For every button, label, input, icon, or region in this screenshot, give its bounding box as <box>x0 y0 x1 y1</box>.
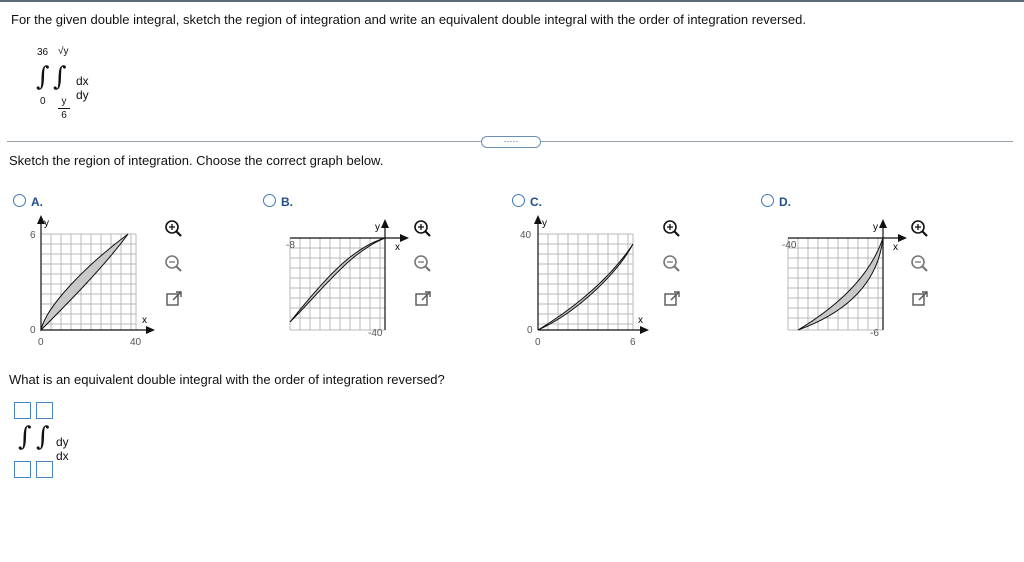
option-b-tick-y-bottom: -40 <box>368 328 383 339</box>
option-d-grid <box>788 238 883 330</box>
outer-lower-limit-input[interactable] <box>14 461 31 478</box>
option-b-open-icon[interactable] <box>413 289 433 309</box>
option-c-region <box>538 244 633 330</box>
option-a-tick-x-left: 0 <box>38 337 44 348</box>
option-c-tick-x-right: 6 <box>630 337 636 348</box>
option-d-tick-y-bottom: -6 <box>870 328 879 339</box>
more-button[interactable]: ····· <box>481 136 541 148</box>
option-a-radio[interactable] <box>13 194 26 207</box>
option-d-zoom-out-icon[interactable] <box>910 254 930 274</box>
option-c-tick-y-top: 40 <box>520 230 532 241</box>
outer-upper-limit: 36 <box>37 47 49 58</box>
option-a-tick-y-top: 6 <box>30 230 36 241</box>
inner-integral-sign: ∫ <box>53 62 67 92</box>
option-c-grid <box>538 234 633 330</box>
option-b-tick-x-left: -8 <box>286 240 295 251</box>
option-b-grid <box>290 238 385 330</box>
outer-lower-limit: 0 <box>40 96 46 107</box>
top-border <box>0 0 1024 2</box>
option-a-open-icon[interactable] <box>164 289 184 309</box>
option-d-radio[interactable] <box>761 194 774 207</box>
answer-outer-integral-sign: ∫ <box>18 422 32 452</box>
option-a-graph <box>24 212 160 350</box>
given-differentials: dx dy <box>76 74 89 102</box>
answer-differentials: dy dx <box>56 435 69 463</box>
sketch-prompt: Sketch the region of integration. Choose the correct graph below. <box>9 153 384 168</box>
option-c-zoom-in-icon[interactable] <box>662 219 682 239</box>
option-d-label: D. <box>779 195 791 209</box>
option-b-label: B. <box>281 195 293 209</box>
option-b-radio[interactable] <box>263 194 276 207</box>
inner-upper-limit-input[interactable] <box>36 402 53 419</box>
outer-integral-sign: ∫ <box>36 62 50 92</box>
option-b-x-label: x <box>395 242 400 253</box>
option-d-y-label: y <box>873 222 878 233</box>
option-c-tick-y-bottom: 0 <box>527 325 533 336</box>
option-d-zoom-in-icon[interactable] <box>910 219 930 239</box>
option-c-zoom-out-icon[interactable] <box>662 254 682 274</box>
option-c-graph <box>518 212 654 350</box>
option-b-zoom-in-icon[interactable] <box>413 219 433 239</box>
option-b-region <box>290 238 385 322</box>
question-text: For the given double integral, sketch the region of integration and write an equivalent double integral with the order of integration reversed. <box>11 12 806 27</box>
answer-inner-integral-sign: ∫ <box>36 422 50 452</box>
option-b-graph <box>280 212 410 350</box>
option-c-x-label: x <box>638 315 643 326</box>
option-d-region <box>798 238 883 330</box>
option-c-label: C. <box>530 195 542 209</box>
option-a-zoom-in-icon[interactable] <box>164 219 184 239</box>
option-a-x-label: x <box>142 315 147 326</box>
reverse-prompt: What is an equivalent double integral with the order of integration reversed? <box>9 372 445 387</box>
inner-lower-limit-input[interactable] <box>36 461 53 478</box>
option-d-x-label: x <box>893 242 898 253</box>
option-a-region <box>41 234 128 330</box>
option-d-tick-x-left: -40 <box>782 240 797 251</box>
option-d-graph <box>778 212 908 350</box>
option-c-tick-x-left: 0 <box>535 337 541 348</box>
option-c-radio[interactable] <box>512 194 525 207</box>
option-a-zoom-out-icon[interactable] <box>164 254 184 274</box>
option-a-y-label: y <box>44 218 49 229</box>
outer-upper-limit-input[interactable] <box>14 402 31 419</box>
option-d-open-icon[interactable] <box>910 289 930 309</box>
option-c-y-label: y <box>542 218 547 229</box>
option-a-tick-x-right: 40 <box>130 337 142 348</box>
option-b-y-label: y <box>375 222 380 233</box>
inner-upper-limit: √y <box>58 46 69 57</box>
option-a-tick-y-bottom: 0 <box>30 325 36 336</box>
option-c-open-icon[interactable] <box>662 289 682 309</box>
option-b-zoom-out-icon[interactable] <box>413 254 433 274</box>
option-a-label: A. <box>31 195 43 209</box>
inner-lower-limit: y 6 <box>58 96 70 121</box>
